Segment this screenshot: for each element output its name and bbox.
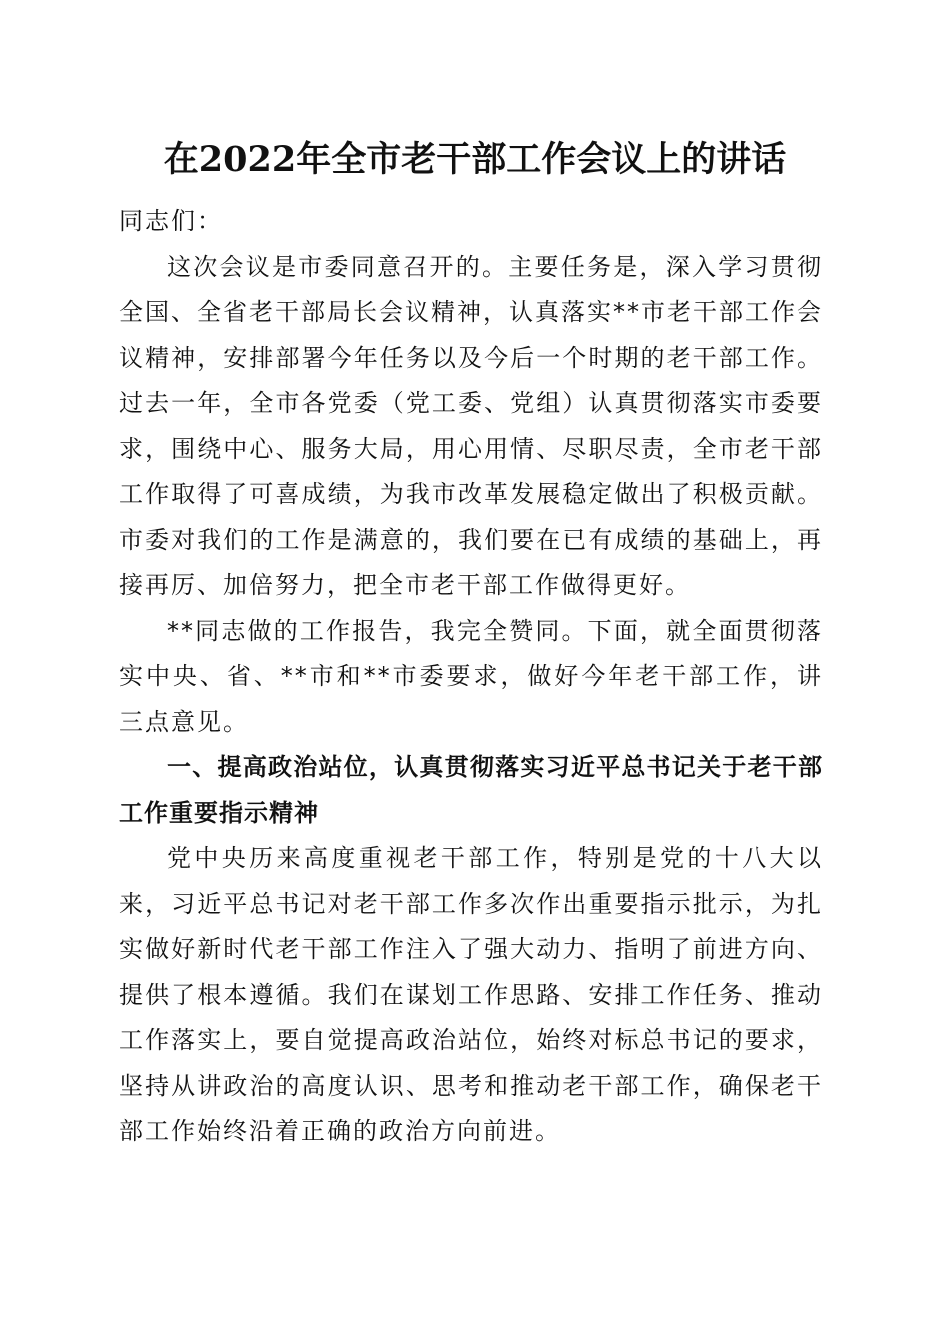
paragraph-report: **同志做的工作报告，我完全赞同。下面，就全面贯彻落实中央、省、**市和**市委要求，做好今年老干部工作，讲三点意见。 [119,616,823,736]
section-heading: 一、提高政治站位，认真贯彻落实习近平总书记关于老干部工作重要指示精神 [119,753,823,827]
paragraph-opening: 这次会议是市委同意召开的。主要任务是，深入学习贯彻全国、全省老干部局长会议精神，认真落实**市老干部工作会议精神，安排部署今年任务以及今后一个时期的老干部工作。过去一年，全市各党委（党工委、党组）认真贯彻落实市委要求，围绕中心、服务大局，用心用情、尽职尽责，全市老干部工作取得了可喜成绩，为我市改革发展稳定做出了积极贡献。市委对我们的工作是满意的，我们要在已有成绩的基础上，再接再厉、加倍努力，把全市老干部工作做得更好。 [119,252,823,599]
document-body [119,199,823,1155]
section-paragraph: 党中央历来高度重视老干部工作，特别是党的十八大以来，习近平总书记对老干部工作多次作出重要指示批示，为扎实做好新时代老干部工作注入了强大动力、指明了前进方向、提供了根本遵循。我们在谋划工作思路、安排工作任务、推动工作落实上，要自觉提高政治站位，始终对标总书记的要求，坚持从讲政治的高度认识、思考和推动老干部工作，确保老干部工作始终沿着正确的政治方向前进。 [119,844,823,1145]
salutation: 同志们： [119,207,223,235]
document-title: 在2022年全市老干部工作会议上的讲话 [163,139,787,180]
